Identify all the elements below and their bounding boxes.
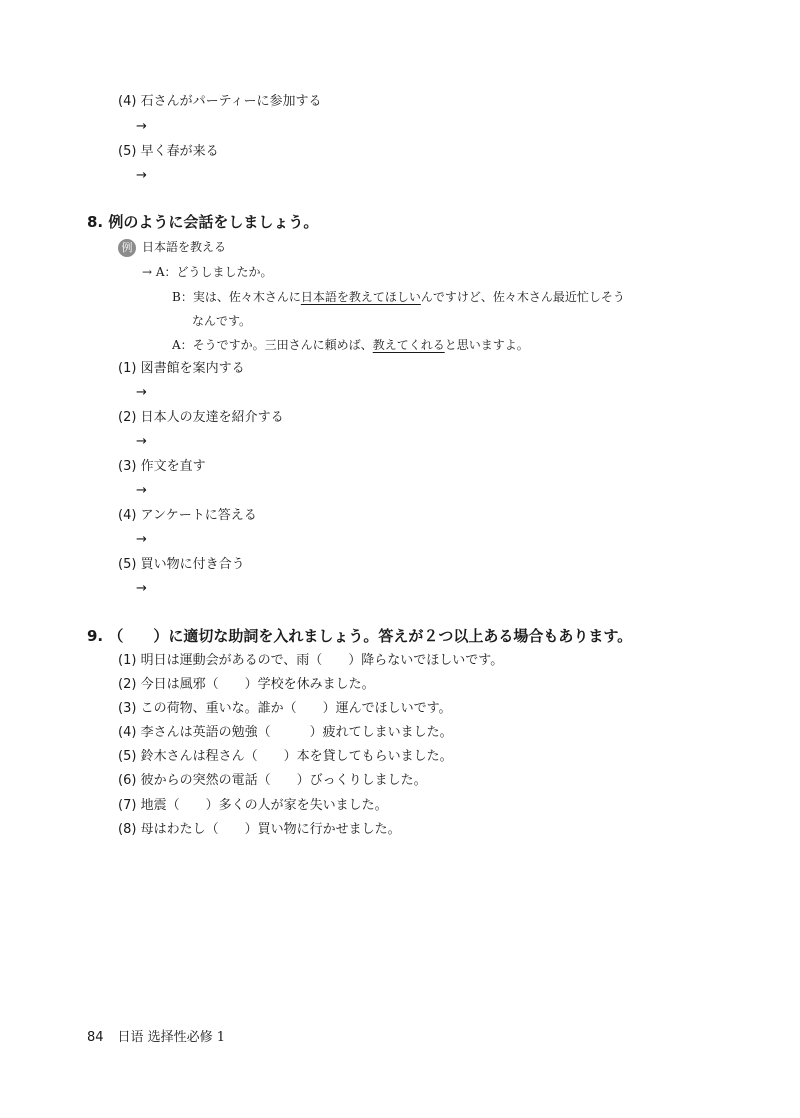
item-number: (1) (118, 653, 137, 668)
item-number: (2) (118, 677, 137, 692)
dialog-line-b (172, 288, 625, 306)
top-item-4 (118, 93, 322, 111)
item-text: 買い物に付き合う (140, 557, 245, 572)
section-9-item (118, 700, 452, 718)
item-text: 作文を直す (140, 459, 206, 474)
section-8-item (118, 360, 245, 378)
item-number: (5) (118, 144, 137, 159)
item-text: この荷物、重いな。誰か（ ）運んでほしいです。 (140, 701, 452, 716)
top-item-5 (118, 143, 219, 161)
item-number: (6) (118, 773, 137, 788)
page-number: 84 (87, 1030, 104, 1045)
dialog-text: どうしましたか。 (176, 265, 273, 279)
dialog-text: そうですか。三田さんに頼めば、 (192, 338, 373, 352)
dialog-line-a2 (172, 336, 529, 354)
page-footer (87, 1026, 225, 1045)
item-text: 日本人の友達を紹介する (140, 410, 284, 425)
answer-arrow: → (136, 483, 147, 498)
section-8-title: 8. 例のように会話をしましょう。 (87, 213, 319, 231)
item-number: (4) (118, 508, 137, 523)
answer-arrow: → (136, 119, 147, 134)
item-text: 図書館を案内する (140, 361, 245, 376)
dialog-speaker-a: A： (172, 338, 193, 352)
dialog-text: 実は、佐々木さんに (192, 290, 301, 304)
item-number: (5) (118, 557, 137, 572)
item-number: (5) (118, 749, 137, 764)
dialog-line-b-cont: なんです。 (192, 314, 252, 328)
item-text: 石さんがパーティーに参加する (140, 94, 322, 109)
dialog-speaker-b: B： (172, 290, 193, 304)
item-text: 明日は運動会があるので、雨（ ）降らないでほしいです。 (140, 653, 504, 668)
item-text: アンケートに答える (140, 508, 257, 523)
answer-arrow: → (136, 581, 147, 596)
section-8-item (118, 458, 206, 476)
section-9-item (118, 652, 503, 670)
section-9-item (118, 676, 375, 694)
item-number: (7) (118, 798, 137, 813)
item-number: (3) (118, 459, 137, 474)
item-text: 鈴木さんは程さん（ ）本を貸してもらいました。 (140, 749, 453, 764)
item-number: (4) (118, 94, 137, 109)
section-9-item (118, 821, 401, 839)
underlined-phrase: 教えてくれる (372, 338, 445, 352)
section-9-item (118, 797, 388, 815)
item-number: (8) (118, 822, 137, 837)
item-text: 李さんは英語の勉強（ ）疲れてしまいました。 (140, 725, 453, 740)
answer-arrow: → (136, 434, 147, 449)
item-text: 今日は風邪（ ）学校を休みました。 (140, 677, 375, 692)
item-number: (1) (118, 361, 137, 376)
dialog-text: と思いますよ。 (444, 338, 529, 352)
section-9-title: 9. （ ）に適切な助詞を入れましょう。答えが２つ以上ある場合もあります。 (87, 627, 633, 645)
underlined-phrase: 日本語を教えてほしい (300, 290, 421, 304)
section-8-item (118, 507, 257, 525)
section-9-item (118, 724, 453, 742)
example-badge: 例 (118, 239, 136, 257)
item-text: 早く春が来る (140, 144, 219, 159)
item-number: (3) (118, 701, 137, 716)
dialog-speaker-a: → A： (142, 265, 177, 279)
answer-arrow: → (136, 168, 147, 183)
section-8-item (118, 556, 245, 574)
answer-arrow: → (136, 532, 147, 547)
example-prompt-row (118, 238, 226, 257)
item-number: (2) (118, 410, 137, 425)
book-title: 日语 选择性必修 1 (117, 1030, 226, 1045)
item-text: 母はわたし（ ）買い物に行かせました。 (140, 822, 401, 837)
section-8-item (118, 409, 284, 427)
answer-arrow: → (136, 385, 147, 400)
item-number: (4) (118, 725, 137, 740)
section-9-item (118, 772, 427, 790)
dialog-text: んですけど、佐々木さん最近忙しそう (420, 290, 625, 304)
item-text: 地震（ ）多くの人が家を失いました。 (140, 798, 388, 813)
section-9-item (118, 748, 453, 766)
item-text: 彼からの突然の電話（ ）びっくりしました。 (140, 773, 427, 788)
example-prompt: 日本語を教える (142, 240, 227, 254)
dialog-line-a1 (142, 263, 273, 281)
